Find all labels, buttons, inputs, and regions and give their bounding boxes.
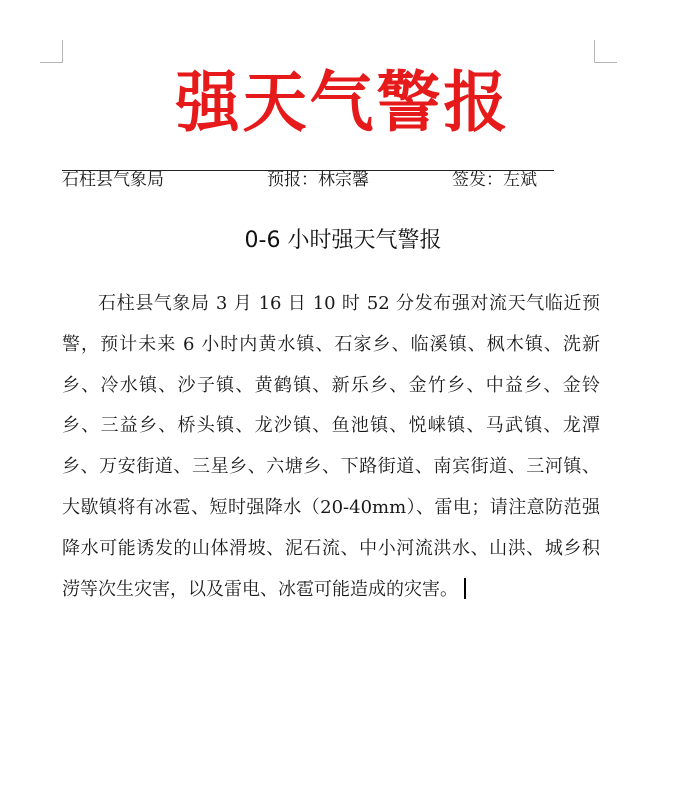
document-subtitle: 0-6 小时强天气警报 <box>244 228 442 253</box>
issuer-line <box>62 168 554 190</box>
forecaster-name: 预报：林宗馨 <box>267 170 369 190</box>
text-cursor <box>464 578 466 599</box>
signer-name: 签发：左斌 <box>452 170 537 190</box>
corner-mark-top-left <box>40 40 63 63</box>
issuer-name: 石柱县气象局 <box>62 170 164 190</box>
corner-mark-top-right <box>594 40 617 63</box>
body-paragraph[interactable] <box>62 284 600 610</box>
body-text: 石柱县气象局 3 月 16 日 10 时 52 分发布强对流天气临近预警，预计未来 6 小时内黄水镇、石家乡、临溪镇、枫木镇、洗新乡、冷水镇、沙子镇、黄鹤镇、新乐乡、金竹乡、中益乡、金铃乡、三益乡、桥头镇、龙沙镇、鱼池镇、悦崃镇、马武镇、龙潭乡、万安街道、三星乡、六塘乡、下路街道、南宾街道、三河镇、大歇镇将有冰雹、短时强降水（20-40mm）、雷电；请注意防范强降水可能诱发的山体滑坡、泥石流、中小河流洪水、山洪、城乡积涝等次生灾害，以及雷电、冰雹可能造成的灾害。 <box>62 293 600 600</box>
warning-headline: 强天气警报 <box>175 64 511 141</box>
